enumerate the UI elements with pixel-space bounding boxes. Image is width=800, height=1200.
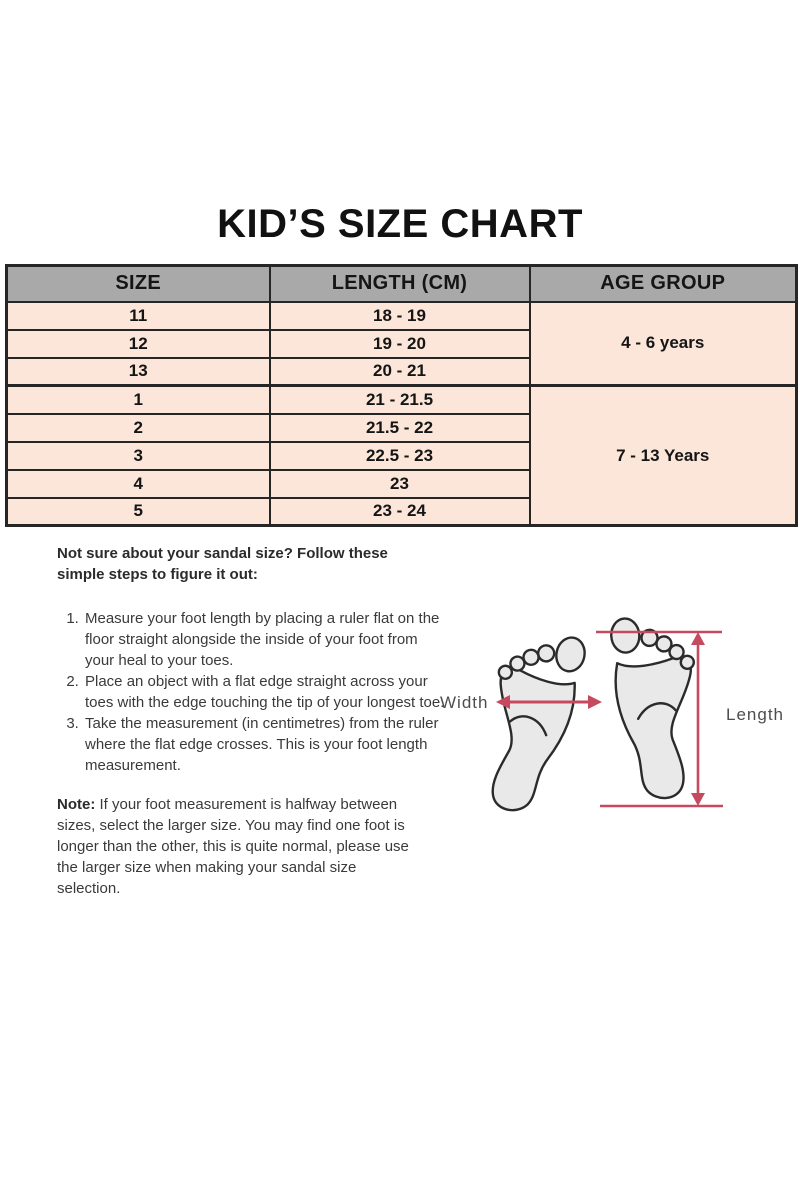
age-group-cell: 4 - 6 years — [530, 302, 797, 386]
length-cell: 23 - 24 — [270, 498, 530, 526]
instruction-step: 1. Measure your foot length by placing a ruler flat on the floor straight alongside the inside of your foot from your heal to your toes. — [83, 608, 447, 671]
length-cell: 21 - 21.5 — [270, 386, 530, 414]
size-cell: 13 — [7, 358, 270, 386]
length-label: Length — [726, 705, 784, 724]
table-header-row — [7, 266, 797, 302]
age-group-cell: 7 - 13 Years — [530, 386, 797, 526]
page-title: KID’S SIZE CHART — [217, 202, 583, 246]
instruction-steps-list — [57, 608, 447, 776]
size-cell: 3 — [7, 442, 270, 470]
length-cell: 18 - 19 — [270, 302, 530, 330]
instruction-step: 3. Take the measurement (in centimetres) from the ruler where the flat edge crosses. This is your foot length measurement. — [83, 713, 447, 776]
note-label: Note: — [57, 796, 96, 813]
length-cell: 21.5 - 22 — [270, 414, 530, 442]
size-cell: 4 — [7, 470, 270, 498]
column-header-length: LENGTH (CM) — [270, 266, 530, 302]
size-cell: 1 — [7, 386, 270, 414]
length-cell: 20 - 21 — [270, 358, 530, 386]
instructions-heading: Not sure about your sandal size? Follow these simple steps to figure it out: — [57, 545, 388, 583]
right-foot-illustration — [610, 614, 703, 801]
length-cell: 19 - 20 — [270, 330, 530, 358]
size-chart-table — [5, 264, 798, 527]
measurement-instructions — [57, 543, 449, 899]
size-cell: 2 — [7, 414, 270, 442]
length-cell: 23 — [270, 470, 530, 498]
length-cell: 22.5 - 23 — [270, 442, 530, 470]
left-foot-illustration — [471, 624, 588, 819]
size-cell: 5 — [7, 498, 270, 526]
note-text: If your foot measurement is halfway between sizes, select the larger size. You may find one foot is longer than the other, this is quite normal, please use the larger size when making your sandal size selection. — [57, 796, 409, 897]
size-cell: 11 — [7, 302, 270, 330]
column-header-size: SIZE — [7, 266, 270, 302]
table-row — [7, 302, 797, 330]
width-label: Width — [440, 693, 489, 712]
foot-measurement-diagram — [420, 596, 800, 846]
feet-illustration-svg — [420, 596, 800, 846]
instruction-step: 2. Place an object with a flat edge straight across your toes with the edge touching the tip of your longest toe. — [83, 671, 447, 713]
note-paragraph — [57, 794, 409, 899]
size-cell: 12 — [7, 330, 270, 358]
table-row — [7, 386, 797, 414]
column-header-age-group: AGE GROUP — [530, 266, 797, 302]
